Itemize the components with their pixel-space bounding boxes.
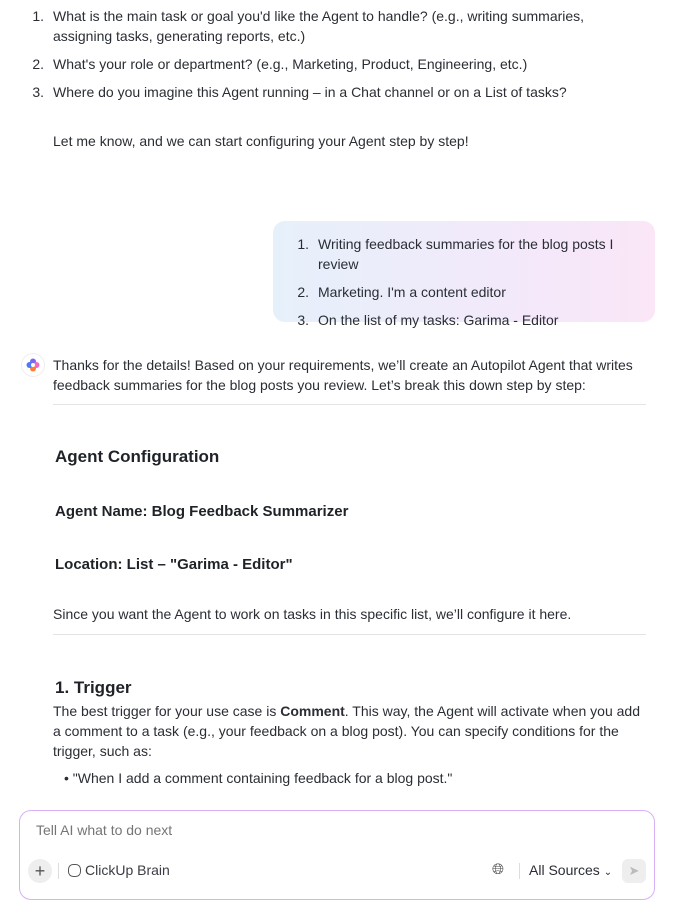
trigger-description: The best trigger for your use case is Comment. This way, the Agent will activate when you add a comment to a task (e.g., your feedback on a blog post). You can specify conditions for the trigger, such as: (53, 703, 640, 759)
add-button[interactable]: + (28, 859, 52, 883)
send-icon: ➤ (628, 863, 640, 878)
intro-question: What is the main task or goal you'd like the Agent to handle? (e.g., writing summaries, assigning tasks, generating reports, etc.) (53, 8, 585, 44)
divider (53, 404, 646, 405)
user-answer: Marketing. I'm a content editor (318, 284, 506, 300)
ai-reply-intro: Thanks for the details! Based on your requirements, we’ll create an Autopilot Agent that writes feedback summaries for the blog posts you review. Let’s break this down step by step: (53, 357, 633, 393)
trigger-bullet: • "When I add a comment containing feedback for a blog post." (64, 770, 453, 786)
user-message-bubble: 1. Writing feedback summaries for the blog posts I review 2. Marketing. I'm a content editor 3. On the list of my tasks: Garima - Editor (273, 221, 655, 322)
globe-icon[interactable]: 🌐︎ (492, 861, 505, 878)
trigger-heading: 1. Trigger (55, 678, 132, 697)
agent-name: Agent Name: Blog Feedback Summarizer (55, 503, 349, 520)
user-answer: On the list of my tasks: Garima - Editor (318, 312, 559, 328)
user-answer: Writing feedback summaries for the blog posts I review (318, 236, 614, 272)
send-button[interactable] (622, 859, 646, 883)
intro-question: What's your role or department? (e.g., Marketing, Product, Engineering, etc.) (53, 56, 528, 72)
intro-question: Where do you imagine this Agent running – in a Chat channel or on a List of tasks? (53, 84, 567, 100)
prompt-input[interactable] (34, 821, 638, 839)
agent-location: Location: List – "Garima - Editor" (55, 556, 293, 573)
location-note: Since you want the Agent to work on tasks in this specific list, we’ll configure it here. (53, 606, 572, 622)
chevron-down-icon: ⌄ (603, 867, 613, 878)
intro-question-list: 1. What is the main task or goal you'd like the Agent to handle? (e.g., writing summaries, assigning tasks, generating reports, etc.) 2. What's your role or department? (e.g., Marketing, Product, Engineering, etc.) 3. Where do you imagine this Agent running – in a Chat channel or on a List of tasks? (22, 6, 622, 110)
intro-closing: Let me know, and we can start configuring your Agent step by step! (53, 133, 469, 149)
ai-composer (19, 810, 655, 900)
brain-icon (68, 864, 81, 877)
config-heading: Agent Configuration (55, 447, 220, 466)
divider (53, 634, 646, 635)
sources-dropdown[interactable]: All Sources ⌄ (529, 862, 613, 878)
brain-selector[interactable]: ClickUp Brain (68, 862, 170, 878)
ai-avatar-icon (21, 353, 45, 377)
